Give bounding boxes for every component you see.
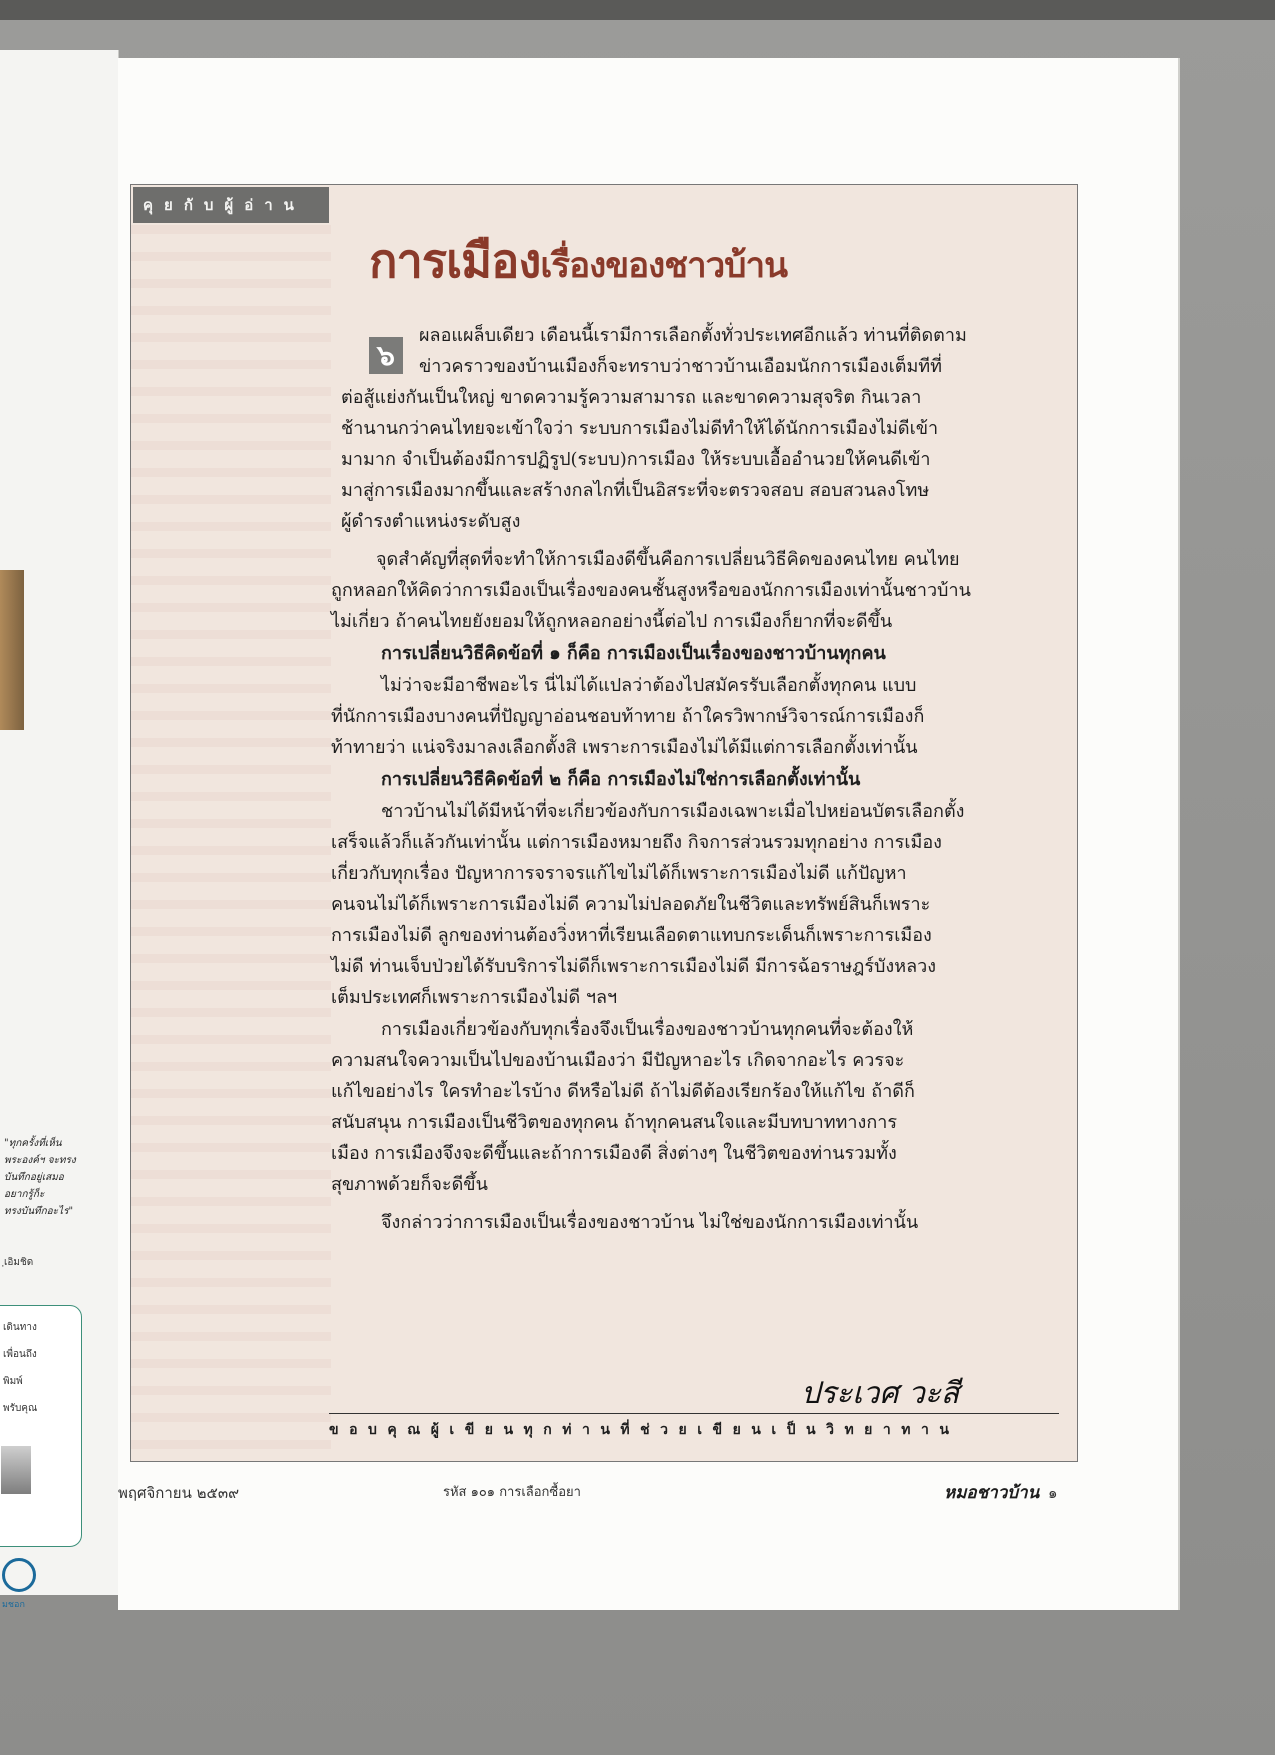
left-page-logo-text: มชอก	[2, 1600, 25, 1610]
title-main: การเมือง	[369, 234, 541, 289]
left-quote-line: "ทุกครั้งที่เห็น	[4, 1138, 62, 1149]
left-facing-page	[0, 50, 119, 1610]
left-page-author: ฺเอิมชิด	[4, 1257, 34, 1268]
left-box-line: พรับคุณ	[3, 1403, 38, 1414]
article-panel	[130, 184, 1078, 1462]
article-line: จึงกล่าวว่าการเมืองเป็นเรื่องของชาวบ้าน ไม่ใช่ของนักการเมืองเท่านั้น	[381, 1212, 919, 1233]
article-line: ชาวบ้านไม่ได้มีหน้าที่จะเกี่ยวข้องกับการเมืองเฉพาะเมื่อไปหย่อนบัตรเลือกตั้ง	[381, 801, 965, 822]
article-line: ท้าทายว่า แน่จริงมาลงเลือกตั้งสิ เพราะการเมืองไม่ได้มีแต่การเลือกตั้งเท่านั้น	[331, 737, 918, 758]
issue-code: รหัส ๑๐๑ การเลือกซื้อยา	[443, 1485, 581, 1500]
article-line: แก้ไขอย่างไร ใครทำอะไรบ้าง ดีหรือไม่ดี ถ้าไม่ดีต้องเรียกร้องให้แก้ไข ถ้าดีก็	[331, 1081, 915, 1102]
footer-rule	[329, 1413, 1059, 1414]
article-line: เสร็จแล้วก็แล้วกันเท่านั้น แต่การเมืองหมายถึง กิจการส่วนรวมทุกอย่าง การเมือง	[331, 832, 942, 853]
article-line: เต็มประเทศก็เพราะการเมืองไม่ดี ฯลฯ	[331, 987, 618, 1008]
left-box-line: เพื่อนถึง	[3, 1349, 37, 1360]
left-page-photo	[0, 570, 24, 730]
left-quote-line: บันทึกอยู่เสมอ	[4, 1172, 64, 1183]
article-line: สุขภาพด้วยก็จะดีขึ้น	[331, 1174, 488, 1195]
left-page-info-box	[0, 1305, 82, 1547]
article-line: ไม่เกี่ยว ถ้าคนไทยยังยอมให้ถูกหลอกอย่างนี้ต่อไป การเมืองก็ยากที่จะดีขึ้น	[331, 611, 893, 632]
scan-top-strip	[0, 0, 1275, 20]
article-line: มามาก จำเป็นต้องมีการปฏิรูป(ระบบ)การเมือง ให้ระบบเอื้ออำนวยให้คนดีเข้า	[341, 449, 931, 470]
article-line: ถูกหลอกให้คิดว่าการเมืองเป็นเรื่องของคนชั้นสูงหรือของนักการเมืองเท่านั้นชาวบ้าน	[331, 580, 971, 601]
issue-date: พฤศจิกายน ๒๕๓๙	[118, 1484, 240, 1502]
magazine-page	[118, 58, 1178, 1610]
footer-thanks: ขอบคุณผู้เขียนทุกท่านที่ช่วยเขียนเป็นวิทยาทาน	[329, 1422, 960, 1438]
left-box-line: เดินทาง	[3, 1322, 37, 1333]
author-signature: ประเวศ วะสี	[801, 1376, 960, 1411]
page-number: ๑	[1048, 1484, 1058, 1502]
dropcap: ๖	[369, 337, 403, 374]
article-line: ที่นักการเมืองบางคนที่ปัญญาอ่อนชอบท้าทาย ถ้าใครวิพากษ์วิจารณ์การเมืองก็	[331, 706, 925, 727]
article-line: ผู้ดำรงตำแหน่งระดับสูง	[341, 511, 521, 532]
article-line: สนับสนุน การเมืองเป็นชีวิตของทุกคน ถ้าทุกคนสนใจและมีบทบาททางการ	[331, 1112, 897, 1133]
left-box-line: พิมพ์	[3, 1376, 23, 1387]
left-page-quote	[4, 1135, 94, 1220]
article-line: ความสนใจความเป็นไปของบ้านเมืองว่า มีปัญหาอะไร เกิดจากอะไร ควรจะ	[331, 1050, 905, 1071]
article-line: ไม่ดี ท่านเจ็บป่วยได้รับบริการไม่ดีก็เพราะการเมืองไม่ดี มีการฉ้อราษฎร์บังหลวง	[331, 956, 937, 977]
article-body	[131, 185, 1077, 1461]
left-box-thumbnail	[1, 1446, 31, 1494]
article-line: มาสู่การเมืองมากขึ้นและสร้างกลไกที่เป็นอิสระที่จะตรวจสอบ สอบสวนลงโทษ	[341, 480, 930, 501]
article-line: เกี่ยวกับทุกเรื่อง ปัญหาการจราจรแก้ไขไม่ได้ก็เพราะการเมืองไม่ดี แก้ปัญหา	[331, 863, 907, 884]
article-line: คนจนไม่ได้ก็เพราะการเมืองไม่ดี ความไม่ปลอดภัยในชีวิตและทรัพย์สินก็เพราะ	[331, 894, 931, 915]
article-subheading: การเปลี่ยนวิธีคิดข้อที่ ๑ ก็คือ การเมืองเป็นเรื่องของชาวบ้านทุกคน	[381, 643, 886, 664]
left-quote-line: ทรงบันทึกอะไร"	[4, 1206, 74, 1217]
left-quote-line: อยากรู้ก็ะ	[4, 1189, 45, 1200]
article-line: ไม่ว่าจะมีอาชีพอะไร นี่ไม่ได้แปลว่าต้องไปสมัครรับเลือกตั้งทุกคน แบบ	[381, 675, 917, 696]
section-label: คุยกับผู้อ่าน	[133, 187, 329, 223]
magazine-name: หมอชาวบ้าน	[944, 1483, 1040, 1503]
article-line: เมือง การเมืองจึงจะดีขึ้นและถ้าการเมืองดี สิ่งต่างๆ ในชีวิตของท่านรวมทั้ง	[331, 1143, 897, 1164]
article-line: จุดสำคัญที่สุดที่จะทำให้การเมืองดีขึ้นคือการเปลี่ยนวิธีคิดของคนไทย คนไทย	[376, 549, 960, 570]
article-line: การเมืองไม่ดี ลูกของท่านต้องวิ่งหาที่เรียนเลือดตาแทบกระเด็นก็เพราะการเมือง	[331, 925, 932, 946]
title-sub: เรื่องของชาวบ้าน	[540, 245, 788, 286]
article-line: ผลอแผล็บเดียว เดือนนี้เรามีการเลือกตั้งทั่วประเทศอีกแล้ว ท่านที่ติดตาม	[419, 325, 967, 346]
article-subheading: การเปลี่ยนวิธีคิดข้อที่ ๒ ก็คือ การเมืองไม่ใช่การเลือกตั้งเท่านั้น	[381, 769, 861, 790]
left-quote-line: พระองค์ฯ จะทรง	[4, 1155, 76, 1166]
article-line: ข่าวคราวของบ้านเมืองก็จะทราบว่าชาวบ้านเอือมนักการเมืองเต็มทีที่	[419, 356, 943, 377]
left-page-logo-icon	[2, 1558, 36, 1592]
article-line: ต่อสู้แย่งกันเป็นใหญ่ ขาดความรู้ความสามารถ และขาดความสุจริต กินเวลา	[341, 387, 922, 408]
article-line: ช้านานกว่าคนไทยจะเข้าใจว่า ระบบการเมืองไม่ดีทำให้ได้นักการเมืองไม่ดีเข้า	[341, 418, 939, 439]
article-line: การเมืองเกี่ยวข้องกับทุกเรื่องจึงเป็นเรื่องของชาวบ้านทุกคนที่จะต้องให้	[381, 1019, 914, 1040]
